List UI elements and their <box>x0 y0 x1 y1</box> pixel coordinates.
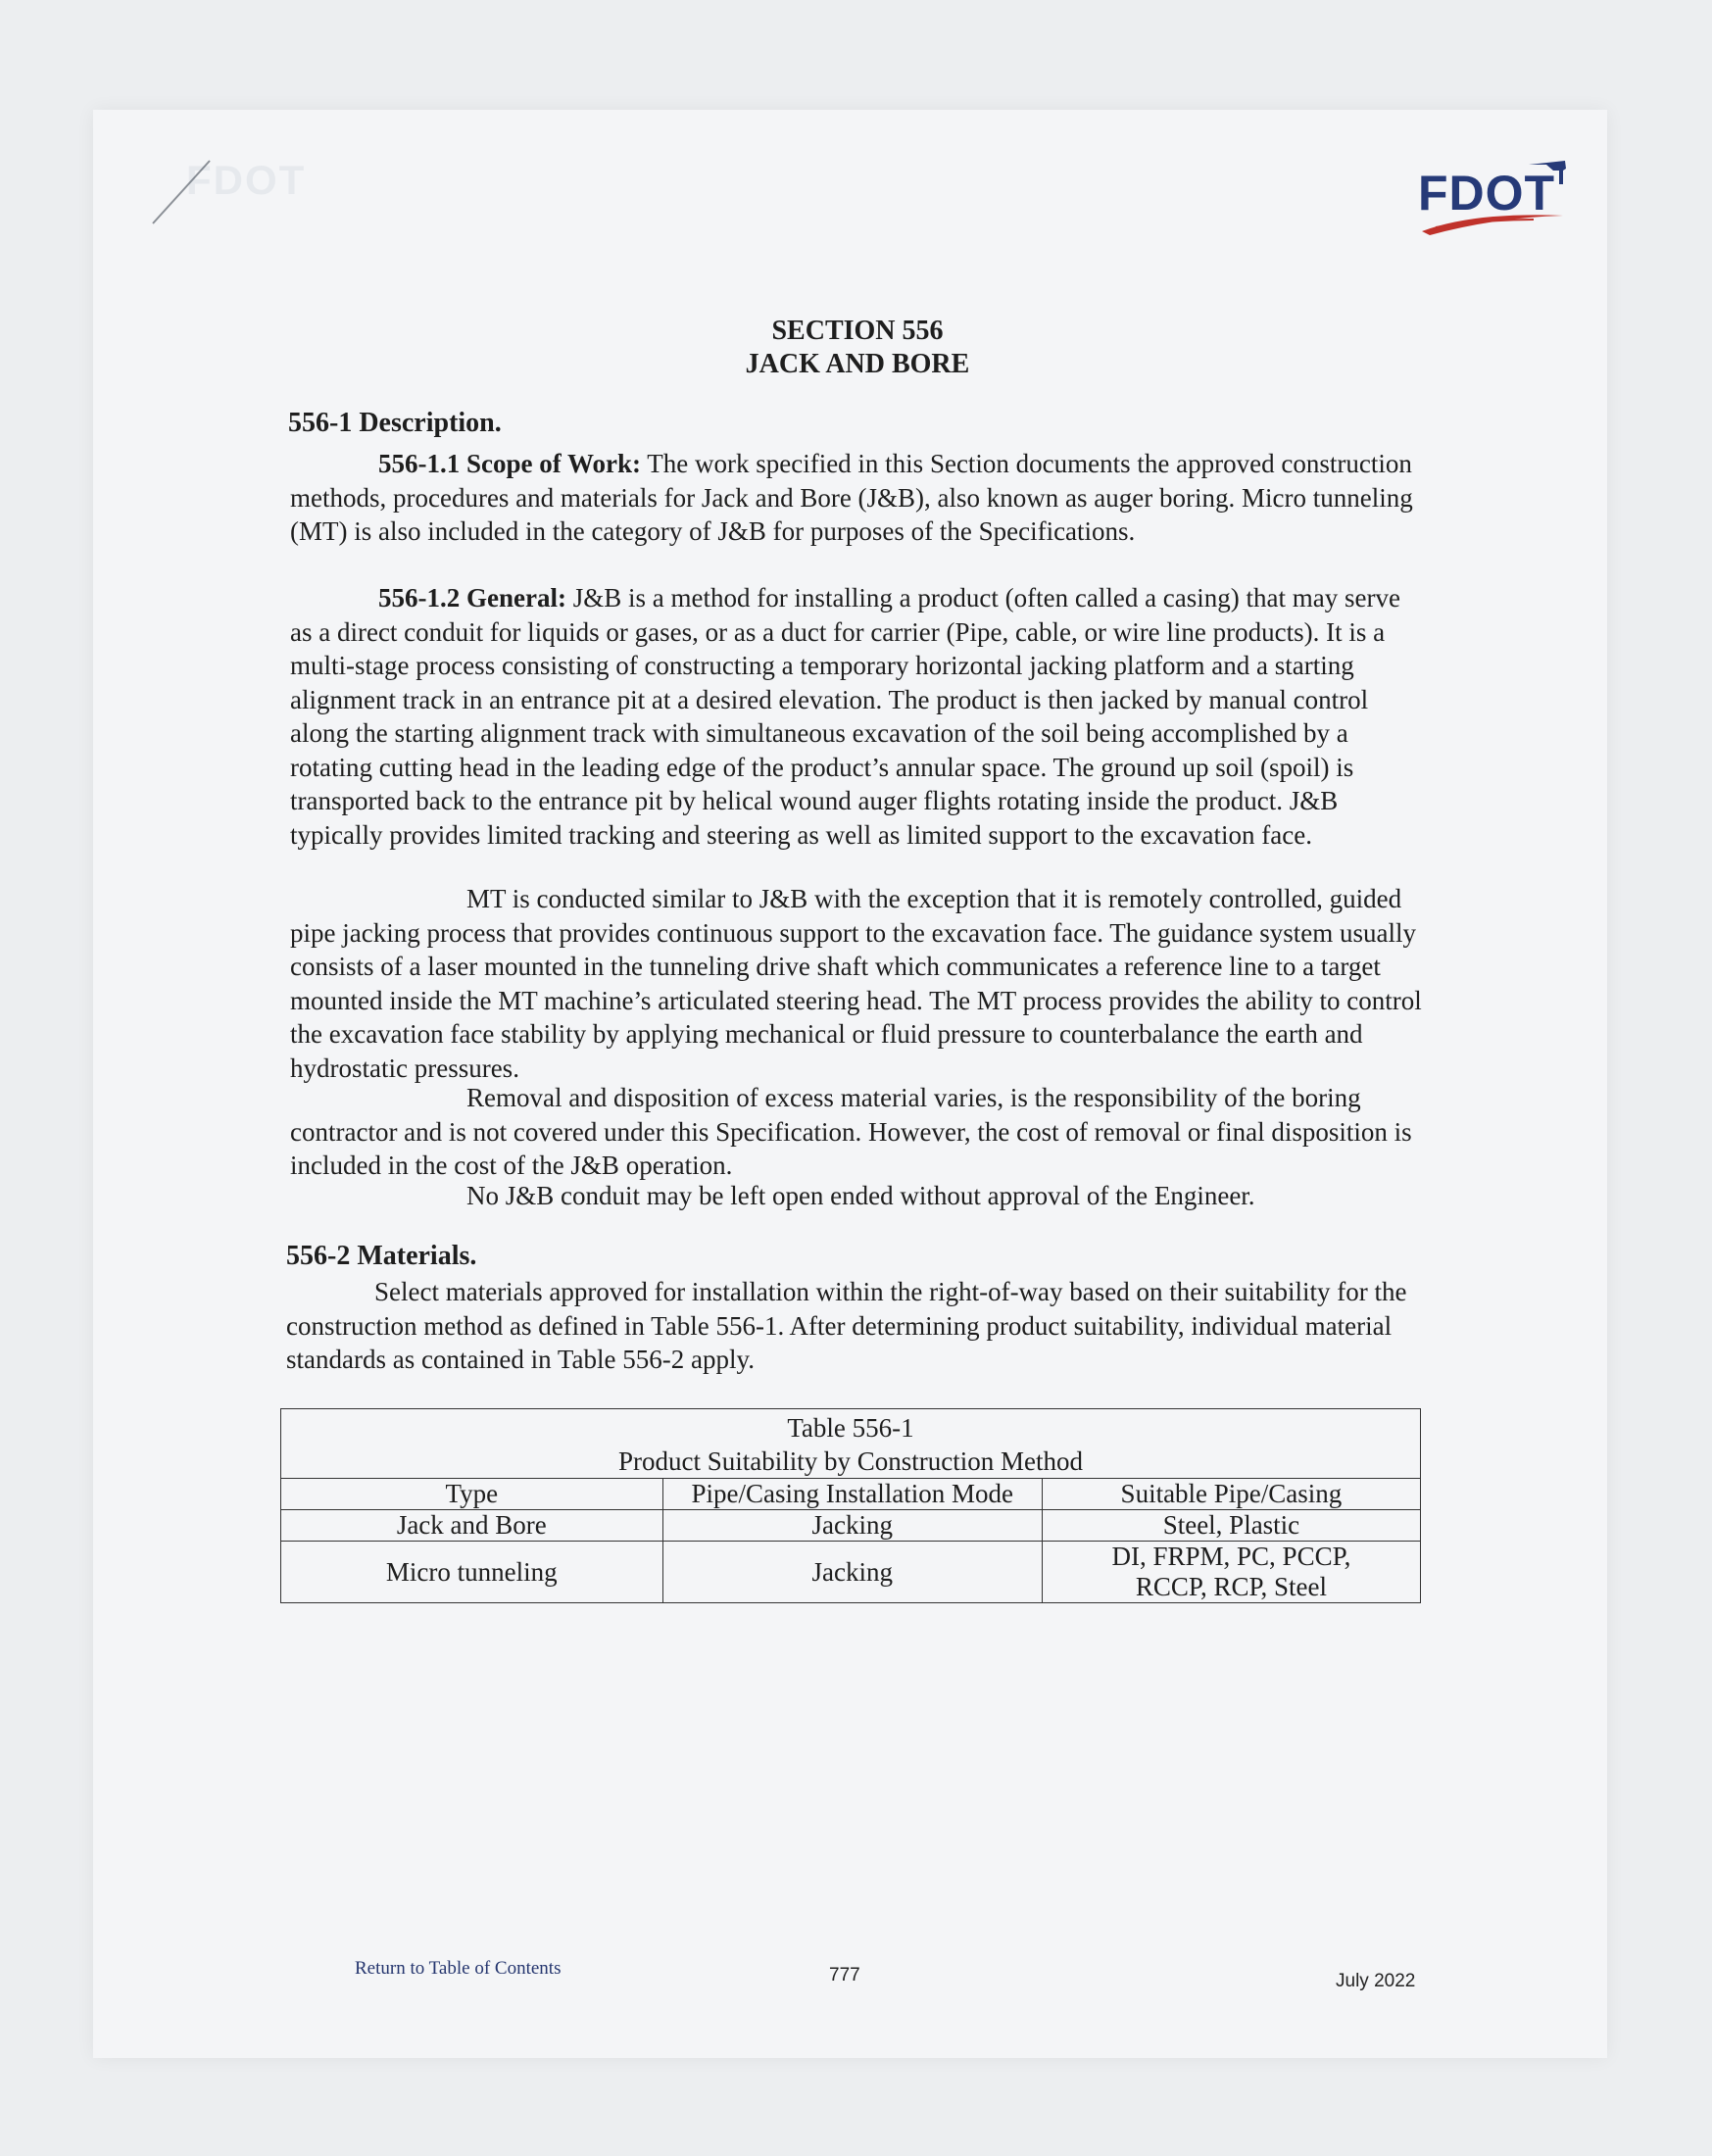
section-number: SECTION 556 <box>771 316 944 346</box>
materials-heading: 556-2 Materials. <box>286 1241 477 1271</box>
table-cell: DI, FRPM, PC, PCCP, RCCP, RCP, Steel <box>1042 1542 1420 1603</box>
table-header-row <box>281 1479 1421 1510</box>
scope-of-work-paragraph <box>290 447 1427 549</box>
fdot-logo-text: FDOT <box>1418 166 1556 220</box>
table-cell: Steel, Plastic <box>1042 1510 1420 1542</box>
removal-paragraph: Removal and disposition of excess material varies, is the responsibility of the boring contractor and is not covered under this Specification. However, the cost of removal or final disposition is included in the cost of the J&B operation. <box>290 1083 1412 1180</box>
table-cell: Jacking <box>662 1542 1042 1603</box>
table-row <box>281 1542 1421 1603</box>
header-suitable-pipe: Suitable Pipe/Casing <box>1042 1479 1420 1510</box>
return-to-contents-link[interactable]: Return to Table of Contents <box>355 1958 562 1979</box>
footer-date: July 2022 <box>1336 1971 1416 1991</box>
header-installation-mode: Pipe/Casing Installation Mode <box>662 1479 1042 1510</box>
header-type: Type <box>281 1479 663 1510</box>
table-cell: Micro tunneling <box>281 1542 663 1603</box>
section-name: JACK AND BORE <box>745 349 970 379</box>
table-title: Table 556-1 <box>787 1413 914 1443</box>
show-through-logo: FDOT <box>186 157 307 203</box>
general-paragraph <box>290 581 1427 852</box>
product-suitability-table <box>280 1408 1421 1603</box>
materials-paragraph: Select materials approved for installation within the right-of-way based on their suitability for the construction method as defined in Table 556-1. After determining product suitability, individual material standards as contained in Table 556-2 apply. <box>286 1277 1407 1374</box>
fdot-logo <box>1416 155 1573 238</box>
scope-of-work-label: 556-1.1 Scope of Work: <box>378 449 641 478</box>
general-label: 556-1.2 General: <box>378 583 566 612</box>
scope-of-work-text: The work specified in this Section documents the approved construction methods, procedures and materials for Jack and Bore (J&B), also known as auger boring. Micro tunneling (MT) is also included in the category of J&B for purposes of the Specifications. <box>290 449 1413 546</box>
micro-tunneling-paragraph: MT is conducted similar to J&B with the exception that it is remotely controlled, guided pipe jacking process that provides continuous support to the excavation face. The guidance system usually consists of a laser mounted in the tunneling drive shaft which communicates a reference line to a target mounted inside the MT machine’s articulated steering head. The MT process provides the ability to control the excavation face stability by applying mechanical or fluid pressure to counterbalance the earth and hydrostatic pressures. <box>290 884 1422 1083</box>
open-end-paragraph: No J&B conduit may be left open ended without approval of the Engineer. <box>466 1181 1255 1210</box>
table-row <box>281 1510 1421 1542</box>
page-number: 777 <box>829 1965 860 1985</box>
description-heading: 556-1 Description. <box>288 408 502 438</box>
table-caption <box>281 1409 1421 1479</box>
table-subtitle: Product Suitability by Construction Method <box>618 1446 1083 1476</box>
general-text: J&B is a method for installing a product (often called a casing) that may serve as a direct conduit for liquids or gases, or as a duct for carrier (Pipe, cable, or wire line products). It is a multi-stage process consisting of constructing a temporary horizontal jacking platform and a starting alignment track in an entrance pit at a desired elevation. The product is then jacked by manual control along the starting alignment track with simultaneous excavation of the soil being accomplished by a rotating cutting head in the leading edge of the product’s annular space. The ground up soil (spoil) is transported back to the entrance pit by helical wound auger flights rotating inside the product. J&B typically provides limited tracking and steering as well as limited support to the excavation face. <box>290 583 1400 850</box>
table-cell: Jack and Bore <box>281 1510 663 1542</box>
table-cell: Jacking <box>662 1510 1042 1542</box>
